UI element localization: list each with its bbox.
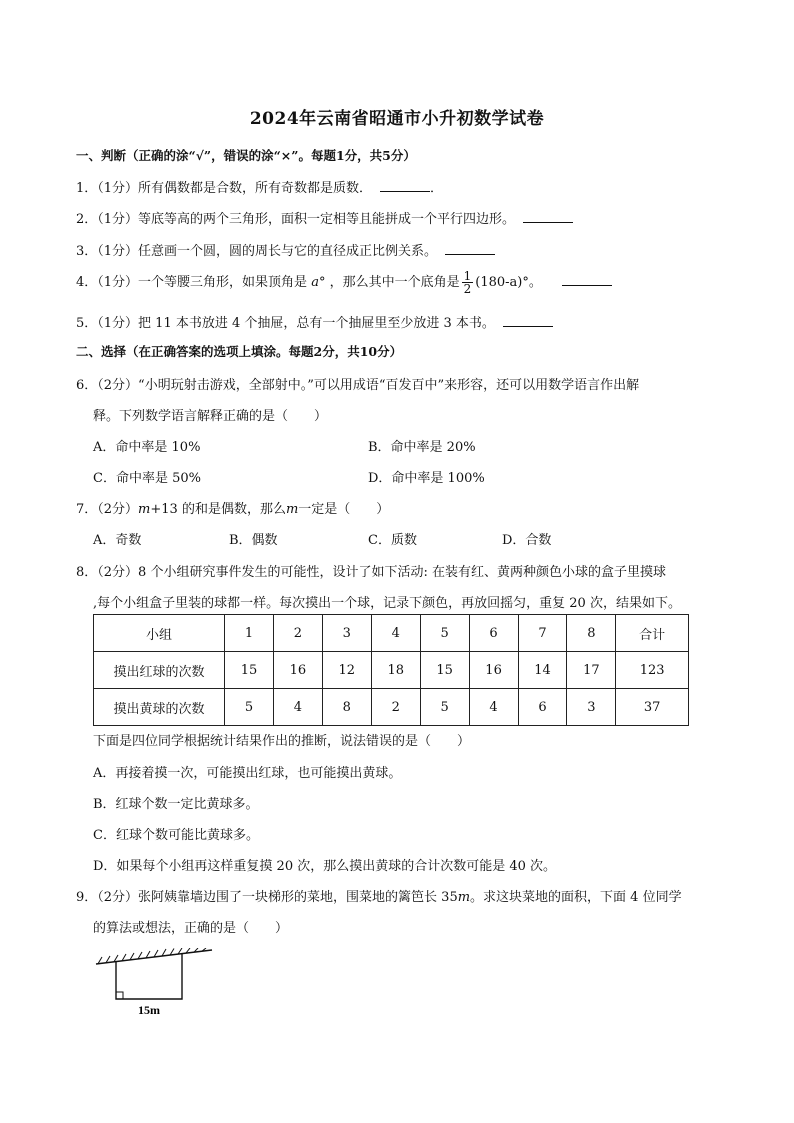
wall-hatching bbox=[98, 948, 206, 964]
table-cell: 3 bbox=[322, 615, 371, 652]
question-5-text: 5．（1分）把 11 本书放进 4 个抽屉，总有一个抽屉里至少放进 3 本书。 bbox=[76, 316, 495, 331]
question-9-line-2: 的算法或想法，正确的是（ ） bbox=[93, 921, 289, 936]
question-8-prompt: 下面是四位同学根据统计结果作出的推断，说法错误的是（ ） bbox=[93, 734, 471, 749]
question-5 bbox=[76, 312, 553, 331]
table-cell: 2 bbox=[371, 689, 420, 726]
table-cell: 小组 bbox=[94, 615, 225, 652]
table-row bbox=[94, 652, 689, 689]
table-cell: 6 bbox=[469, 615, 518, 652]
question-8-line-2: ,每个小组盒子里装的球都一样。每次摸出一个球，记录下颜色，再放回摇匀，重复 20 次，结果如下。 bbox=[93, 596, 681, 611]
table-cell: 15 bbox=[420, 652, 469, 689]
table-cell: 12 bbox=[322, 652, 371, 689]
table-cell: 4 bbox=[273, 689, 322, 726]
table-cell: 4 bbox=[371, 615, 420, 652]
answer-blank bbox=[503, 314, 553, 327]
question-3-text: 3．（1分）任意画一个圆，圆的周长与它的直径成正比例关系。 bbox=[76, 244, 438, 259]
trapezoid-garden-figure bbox=[94, 948, 218, 1018]
right-angle-mark bbox=[116, 992, 123, 999]
question-2 bbox=[76, 208, 573, 227]
table-cell: 5 bbox=[420, 689, 469, 726]
table-cell: 摸出红球的次数 bbox=[94, 652, 225, 689]
table-cell: 5 bbox=[420, 615, 469, 652]
question-4-text-mid: ，那么其中一个底角是 bbox=[329, 275, 460, 290]
results-table bbox=[93, 614, 689, 726]
fraction-numerator: 1 bbox=[463, 269, 472, 283]
question-8-line-1: 8．（2分）8 个小组研究事件发生的可能性，设计了如下活动: 在装有红、黄两种颜色小球的盒子里摸球 bbox=[76, 565, 666, 580]
bottom-length-label: 15m bbox=[138, 1003, 160, 1017]
answer-blank bbox=[562, 273, 612, 286]
question-6-option-a[interactable]: A．命中率是 10% bbox=[93, 440, 201, 455]
table-cell: 1 bbox=[225, 615, 274, 652]
question-4-text-start: 4．（1分）一个等腰三角形，如果顶角是 bbox=[76, 275, 308, 290]
question-7-variable: m bbox=[285, 502, 299, 517]
question-7-text-start: 7．（2分） bbox=[76, 502, 139, 517]
table-cell: 3 bbox=[567, 689, 616, 726]
question-1 bbox=[76, 177, 443, 196]
question-7-option-d[interactable]: D．合数 bbox=[502, 533, 552, 548]
question-7-option-b[interactable]: B．偶数 bbox=[229, 533, 278, 548]
question-6-option-d[interactable]: D．命中率是 100% bbox=[368, 471, 485, 486]
table-cell: 8 bbox=[322, 689, 371, 726]
question-8-option-c[interactable]: C．红球个数可能比黄球多。 bbox=[93, 828, 259, 843]
question-9-text-start: 9．（2分）张阿姨靠墙边围了一块梯形的菜地，围菜地的篱笆长 35 bbox=[76, 890, 458, 905]
fraction-denominator: 2 bbox=[463, 282, 472, 296]
table-cell: 合计 bbox=[616, 615, 689, 652]
question-9-text-end: 。求这块菜地的面积，下面 4 位同学 bbox=[470, 890, 682, 905]
fraction-one-half bbox=[462, 270, 474, 295]
section-choice-heading: 二、选择（在正确答案的选项上填涂。每题2分，共10分） bbox=[76, 344, 403, 359]
answer-blank bbox=[523, 210, 573, 223]
question-4 bbox=[76, 270, 612, 295]
question-1-end: ． bbox=[430, 181, 444, 196]
answer-blank bbox=[445, 242, 495, 255]
question-7-text-mid: +13 的和是偶数，那么 bbox=[150, 502, 286, 517]
question-7-option-c[interactable]: C．质数 bbox=[368, 533, 417, 548]
table-cell: 17 bbox=[567, 652, 616, 689]
table-cell: 2 bbox=[273, 615, 322, 652]
table-header-row bbox=[94, 615, 689, 652]
question-7-text-end: 一定是（ ） bbox=[298, 502, 390, 517]
question-7-variable: m bbox=[138, 502, 151, 517]
table-cell: 5 bbox=[225, 689, 274, 726]
question-4-text-end: (180-a)°。 bbox=[475, 275, 542, 290]
question-6-option-c[interactable]: C．命中率是 50% bbox=[93, 471, 201, 486]
table-cell: 123 bbox=[616, 652, 689, 689]
answer-blank bbox=[380, 179, 430, 192]
table-cell: 7 bbox=[518, 615, 567, 652]
question-6-option-b[interactable]: B．命中率是 20% bbox=[368, 440, 476, 455]
question-4-variable: a° bbox=[311, 275, 326, 290]
page-title: 2024年云南省昭通市小升初数学试卷 bbox=[249, 109, 545, 129]
question-9-line-1 bbox=[76, 886, 682, 905]
question-9-unit: m bbox=[457, 890, 471, 905]
section-judgement-heading: 一、判断（正确的涂“√”，错误的涂“×”。每题1分，共5分） bbox=[76, 148, 416, 163]
question-8-option-d[interactable]: D．如果每个小组再这样重复摸 20 次，那么摸出黄球的合计次数可能是 40 次。 bbox=[93, 859, 557, 874]
question-6-line-1: 6．（2分）“小明玩射击游戏，全部射中。”可以用成语“百发百中”来形容，还可以用数学语言作出解 bbox=[76, 378, 640, 393]
table-cell: 15 bbox=[225, 652, 274, 689]
table-row bbox=[94, 689, 689, 726]
table-cell: 4 bbox=[469, 689, 518, 726]
question-8-option-a[interactable]: A．再接着摸一次，可能摸出红球，也可能摸出黄球。 bbox=[93, 766, 402, 781]
table-cell: 摸出黄球的次数 bbox=[94, 689, 225, 726]
table-cell: 8 bbox=[567, 615, 616, 652]
table-cell: 14 bbox=[518, 652, 567, 689]
table-cell: 16 bbox=[273, 652, 322, 689]
table-cell: 18 bbox=[371, 652, 420, 689]
question-7-option-a[interactable]: A．奇数 bbox=[93, 533, 142, 548]
table-cell: 6 bbox=[518, 689, 567, 726]
question-8-option-b[interactable]: B．红球个数一定比黄球多。 bbox=[93, 797, 259, 812]
question-6-line-2: 释。下列数学语言解释正确的是（ ） bbox=[93, 409, 328, 424]
table-cell: 16 bbox=[469, 652, 518, 689]
question-1-text: 1．（1分）所有偶数都是合数，所有奇数都是质数． bbox=[76, 181, 373, 196]
question-2-text: 2．（1分）等底等高的两个三角形，面积一定相等且能拼成一个平行四边形。 bbox=[76, 212, 516, 227]
question-7 bbox=[76, 498, 389, 517]
question-3 bbox=[76, 240, 495, 259]
table-cell: 37 bbox=[616, 689, 689, 726]
